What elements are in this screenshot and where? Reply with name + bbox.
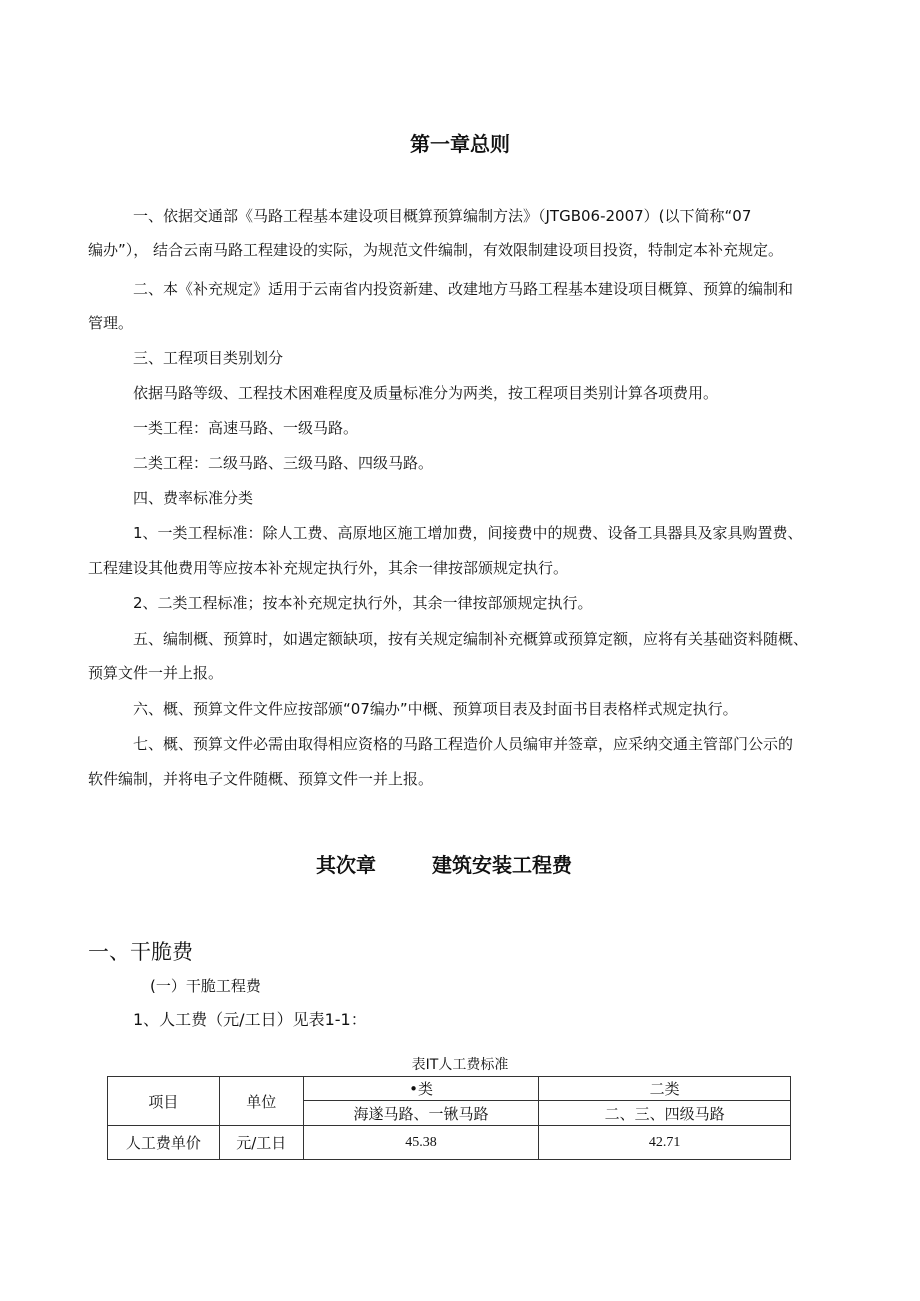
table-caption: 表IT人工费标准 xyxy=(411,1057,509,1073)
paragraph-2-line-1: 二、本《补充规定》适用于云南省内投资新建、改建地方马路工程基本建设项目概算、预算的编制和 xyxy=(133,280,794,298)
paragraph-1-line-1: 一、依据交通部《马路工程基本建设项目概算预算编制方法》（JTGB06-2007）(以下简称“07 xyxy=(133,207,752,225)
paragraph-8-line-1: 1、一类工程标准：除人工费、高原地区施工增加费，间接费中的规费、设备工具器具及家具购置费、 xyxy=(133,524,803,542)
labor-cost-table xyxy=(107,1076,791,1160)
row-label: 人工费单价 xyxy=(108,1126,220,1160)
paragraph-3: 三、工程项目类别划分 xyxy=(133,349,284,367)
chapter2-title-name: 建筑安装工程费 xyxy=(432,853,572,877)
paragraph-7: 四、费率标准分类 xyxy=(133,489,254,507)
paragraph-10-line-2: 预算文件一并上报。 xyxy=(88,664,224,682)
paragraph-10-line-1: 五、编制概、预算时，如遇定额缺项，按有关规定编制补充概算或预算定额，应将有关基础资料随概、 xyxy=(133,630,809,648)
header-class-2: 二类 xyxy=(539,1077,791,1101)
paragraph-2-line-2: 管理。 xyxy=(88,314,134,332)
paragraph-1-line-2: 编办”）， 结合云南马路工程建设的实际，为规范文件编制，有效限制建设项目投资，特制定本补充规定。 xyxy=(88,241,784,259)
paragraph-8-line-2: 工程建设其他费用等应按本补充规定执行外，其余一律按部颁规定执行。 xyxy=(88,559,569,577)
paragraph-12-line-2: 软件编制，并将电子文件随概、预算文件一并上报。 xyxy=(88,770,434,788)
row-unit: 元/工日 xyxy=(219,1126,303,1160)
paragraph-9: 2、二类工程标准；按本补充规定执行外，其余一律按部颁规定执行。 xyxy=(133,594,593,612)
header-class-1: •类 xyxy=(303,1077,539,1101)
paragraph-4: 依据马路等级、工程技术困难程度及质量标准分为两类，按工程项目类别计算各项费用。 xyxy=(133,384,719,402)
paragraph-11: 六、概、预算文件文件应按部颁“07编办”中概、预算项目表及封面书目表格样式规定执行。 xyxy=(133,700,738,718)
paragraph-5: 一类工程：高速马路、一级马路。 xyxy=(133,419,359,437)
chapter1-title: 第一章总则 xyxy=(410,132,510,156)
header-unit: 单位 xyxy=(219,1077,303,1126)
paragraph-6: 二类工程：二级马路、三级马路、四级马路。 xyxy=(133,454,434,472)
section-1-heading: 一、干脆费 xyxy=(88,940,193,964)
header-class-2-sub: 二、三、四级马路 xyxy=(539,1101,791,1126)
value-class-1: 45.38 xyxy=(303,1126,539,1160)
subsection-1-heading: (一）干脆工程费 xyxy=(150,977,261,995)
paragraph-12-line-1: 七、概、预算文件必需由取得相应资格的马路工程造价人员编审并签章，应采纳交通主管部门公示的 xyxy=(133,735,794,753)
header-item: 项目 xyxy=(108,1077,220,1126)
value-class-2: 42.71 xyxy=(539,1126,791,1160)
header-class-1-sub: 海遂马路、一锹马路 xyxy=(303,1101,539,1126)
chapter2-title-number: 其次章 xyxy=(316,853,376,877)
item-1-heading: 1、人工费（元/工日）见表1-1： xyxy=(133,1010,367,1029)
